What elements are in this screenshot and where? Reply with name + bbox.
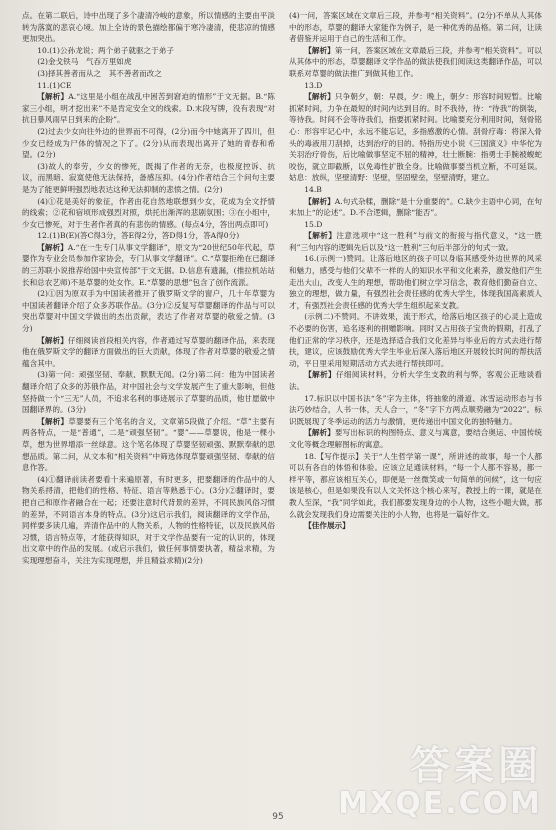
paragraph [289, 427, 542, 450]
paragraph-text: A.“在一生专门从事文学翻译”，原文为“20世纪50年代起，草婴作为专业会员参加作家协会，专门从事文学翻译”。C.“草婴拒绝在已翻译的三苏联小说推荐给国中央宣传部”于文无据。D.信息有遗漏，(推拉机站站长和总农艺师)不是草婴的处女作。E.“草婴的思想”包含了创作流派。 [22, 242, 276, 287]
section-tag: 【解析】 [304, 92, 335, 102]
paragraph [289, 184, 542, 196]
paragraph [289, 80, 542, 92]
paragraph [22, 416, 275, 474]
paragraph-text: 仔细阅读材料，分析大学生支教的利与弊，客观公正地谈看法。 [289, 370, 542, 391]
watermark-brand: 答案圈 [410, 743, 542, 789]
section-tag: 【解析】 [37, 242, 68, 252]
paragraph-text: (3)第一问：顽强坚韧、奉献、默默无闻。(2分)第二问：他为中国读者翻译介绍了众多的苏俄作品，对中国社会与文学发展产生了重大影响，但他坚持做一个“三无”人员，不追求名利的事迹展示了草婴的品质，他甘愿做中国翻译界的。(3分) [22, 370, 275, 415]
left-column [22, 10, 275, 802]
paragraph [22, 474, 275, 567]
paragraph [22, 56, 275, 68]
paragraph-text: 13.D [304, 80, 323, 90]
paragraph-text: (2)过去少女向往外边的世界而不可得，(2分)而今中她离开了四川，但少女已经成为尸体的情况之下了。(2分)从而表现出离开了她的青春和希望。(2分) [22, 126, 275, 160]
paragraph [22, 242, 275, 288]
text-columns [22, 10, 542, 802]
paragraph-text: (示例二)不赞同。不讲效果，流于形式，给落后地区孩子的心灵上造成不必要的伤害，追名逐利的捐赠影响。同时又占用孩子宝贵的假期，打乱了他们正常的学习秩序，还是选择适合我们文化差异与毕业后的方式去进行帮扶，建议，应该鼓励优秀大学生毕业后深入落后地区开展较长时间的帮扶活动，平日里采用短期活动方式去进行帮扶即可。 [289, 312, 542, 368]
paragraph-text: 10.(1)公孙龙说；两个弟子就驱之于弟子 [37, 45, 174, 55]
paragraph [289, 196, 542, 219]
watermark-url: MXQE.COM [338, 786, 542, 821]
paragraph [289, 451, 542, 521]
paragraph [22, 10, 275, 45]
paragraph-text: 点。在第二联后，诗中出现了多个凄清冷峻的意象，所以情感的主要由平淡转为落寞的悲哀心境。加上全诗的景色描绘都偏于寒冷凄清，使悲凉的情感更加突出。 [22, 11, 275, 44]
paragraph-text: 12.(1)B(E)(答C得3分，答E得2分，答D得1分，答A得0分) [37, 231, 240, 241]
paragraph [22, 369, 275, 415]
paragraph-text: 15.D [304, 219, 323, 229]
paragraph-text: 18.【写作提示】关于“人生哲学第一课”，所讲述的故事，每一个人都可以有各自的体悟和体验。应该立足通读材料，“每一个人都不容易，都一样平等，都应该相互关心，即便是一丝微笑或一句简单的问候”，这一句应该是核心，但是如果没有以人文关怀这个核心来写，教授上的一课，就是在教人至深，“我”同学如此，我们都要发现身边的小人物，这些小题大做，那么就会发现我们身边需要关注的小人物，也将是一篇好作文。 [289, 451, 542, 519]
paragraph [22, 335, 275, 370]
paragraph [289, 45, 542, 80]
paragraph-text: 要写出标识的构图特点、意义与寓意，要结合奥运、中国传统文化等概念理解图标的寓意。 [289, 428, 542, 449]
section-tag: 【解析】 [304, 196, 335, 206]
paragraph-text: 17.标识以中国书法“冬”字为主体，将抽象的滑道、冰雪运动形态与书法巧妙结合，人书一体，天人合一，“冬”字下方两点顺势融为“2022”。标识既展现了冬季运动的活力与激情，更传递出中国文化的独特魅力。 [289, 393, 542, 426]
paragraph-text: (3)择其善者而从之 其不善者而改之 [37, 68, 162, 78]
paragraph-text: (2)金戈铁马 气吞万里如虎 [37, 57, 132, 67]
section-tag: 【解析】 [37, 92, 69, 102]
paragraph [289, 253, 542, 311]
paragraph [289, 520, 542, 532]
paragraph [289, 311, 542, 369]
section-tag: 【佳作展示】 [304, 521, 350, 531]
paragraph [289, 219, 542, 231]
paragraph-text: (2)①因为原双手为中国读者推开了俄罗斯文学的窗户，几十年草婴为中国读者翻译介绍了众多苏联作品。(3分)②反复写草婴翻译的作品与可以突出草婴对中国文学做出的杰出贡献，表达了作者对草婴的敬爱之情。(3分) [22, 289, 275, 334]
paragraph-text: 第一问，答案区域在文章最后三段，并参考“相关资料”。可以从其体中的形态，草婴翻译文学作品的做法使我们阅读这类翻译作品，可以联系对草婴的做法推广到做其他工作。 [289, 45, 542, 78]
paragraph [22, 45, 275, 57]
paragraph [22, 230, 275, 242]
paragraph [22, 126, 275, 161]
page-number: 95 [272, 812, 284, 822]
right-column [289, 10, 542, 802]
section-tag: 【解析】 [304, 428, 335, 438]
paragraph-text: 14.B [304, 184, 322, 194]
section-tag: 【解析】 [304, 45, 335, 55]
paragraph-text: (4)①花是美好的象征，作者由花自然地联想到少女，花成为全文抒情的线索；②花和宿顷形成强烈对照，烘托出渐浑的悲剧氛围；③在小组中，少女已惨死，对于生者作者真的有悲伤的情感。(每点4分，答出两点即可) [22, 196, 275, 229]
paragraph [22, 196, 275, 231]
paragraph [289, 91, 542, 184]
paragraph-text: 11.(1)CE [37, 80, 72, 90]
section-tag: 【解析】 [304, 231, 337, 241]
paragraph-text: 仔细阅读首段相关内容，作者通过写草婴的翻译作品，来表现他在俄罗斯文学的翻译方面做出的巨大贡献，体现了作者对草婴的敬爱之情蕴含其中。 [22, 335, 276, 368]
paragraph-text: 注意选项中“这一胜利”与前文的衔接与指代意义，“这一胜利”三句内容的逻辑先后以及“这一胜利”三句后半部分的句式一致。 [289, 231, 542, 252]
paragraph [289, 10, 542, 45]
paragraph-text: A.“这里是小组在战乱中困苦到窘迫的情形”于文无据。B.“陈家三小组，明才挖出来”不是肯定安全文的线索。D.末段写牌，没有表现“对抗日暴风雨早日到来的企盼”。 [22, 92, 276, 125]
section-tag: 【解析】 [37, 335, 68, 345]
paragraph-text: 只争朝夕，朝：早晨，夕：晚上，朝夕：形容时间短暂。比喻抓紧时间，力争在最短的时间内达到目的。时不我待，待：“待我”的倒装，等待我。时间不会等待我们，指要抓紧时间。比喻要充分利用时间，刻骨铭心：形容牢记心中，永远不能忘记，多指感激的心情。刮骨疗毒：将深入骨头的毒液用刀刮掉，达到治疗的目的。特指历史小说《三国演义》中华佗为关羽治疗骨伤，后比喻做事坚定不屈的精神，壮士断腕：指勇士手腕被蝮蛇咬伤，就立即截断，以免毒性扩散全身。比喻做事要当机立断，不可延误。姑息：放纵，坚壁清野：坚壁，坚固壁垒，坚壁清野，建立。 [289, 92, 542, 183]
paragraph [22, 91, 275, 126]
section-tag: 【解析】 [304, 370, 336, 380]
paragraph [289, 393, 542, 428]
paragraph-text: A.句式杂糅，删除“是十分重要的”。C.缺少主语中心词，在句末加上“的论述”。D.不合逻辑，删除“能否”。 [289, 196, 542, 218]
paragraph-text: 草婴要有三个笔名的含义，文章第5段做了介绍。“草”主要有两各特点，一是“普通”，二是“顽强坚韧”。“婴”——草婴说，他是一棵小草，想为世界增添一丝绿意。这个笔名体现了草婴坚韧顽强、默默奉献的思想品质。第二问，从文本和“相关资料”中筛选体现草婴顽强坚韧、奉献的信息作答。 [22, 416, 276, 473]
paragraph-text: (3)故人的奉劳，少女的惨死，既揭了作者的无奈，也极度控诉、抗议，而黑暗、寂寞使他无法保持，备感压抑。(4分)作者结合三个问句主要是为了能更鲜明强烈地表达这种无法抑制的悲愤之情。(2分) [22, 161, 275, 194]
paragraph [289, 230, 542, 253]
paragraph-text: 16.(示例一)赞同。让落后地区的孩子可以身临其感受外边世界的风采和魅力，感受与他们父辈不一样的人的知识水平和文化素养，激发他们产生走出大山，改变人生的理想，帮助他们树立学习信念，教育他们勤奋自立、独立的理想，做力量，有强烈社会责任感的优秀大学生，体现我国高素质人才，有强烈社会责任感的优秀大学生组织起来支教。 [289, 254, 542, 310]
paragraph [22, 68, 275, 80]
paragraph [22, 161, 275, 196]
section-tag: 【解析】 [37, 416, 69, 426]
paragraph-text: (4)一问，答案区域在文章后三段，并参考“相关资料”。(2分)不单从人其体中的形态，草婴的翻译大家能作为例子，是一种优秀的品格。第二问，让读者借鉴并运用于自己的生活和工作。 [289, 11, 542, 44]
paragraph-text: (4)①翻译前读者要看十来遍原著，有时更多，把要翻译的作品中的人物关系捋清，把他们的性格、特征、语言等熟悉于心。(3分)②翻译时，要把自己和原作者融合在一起；还要注意时代背景的差异，不同民族风俗习惯的差异，不同语言本身的特点。(3分)这启示我们，阅读翻译的文学作品，同样要多读几遍，弄清作品中的人物关系，人物的性格特征，以及民族风俗习惯，语言特点等，才能获得知识，对于文学作品要有一定的认识的，体现出文章中的作品的发展。(或启示我们，做任何事情要执著，精益求精，为实现理想奋斗，关注为实现理想，并且精益求精)(2分) [22, 474, 275, 565]
paragraph [289, 369, 542, 392]
paragraph [22, 80, 275, 92]
paragraph [22, 288, 275, 334]
